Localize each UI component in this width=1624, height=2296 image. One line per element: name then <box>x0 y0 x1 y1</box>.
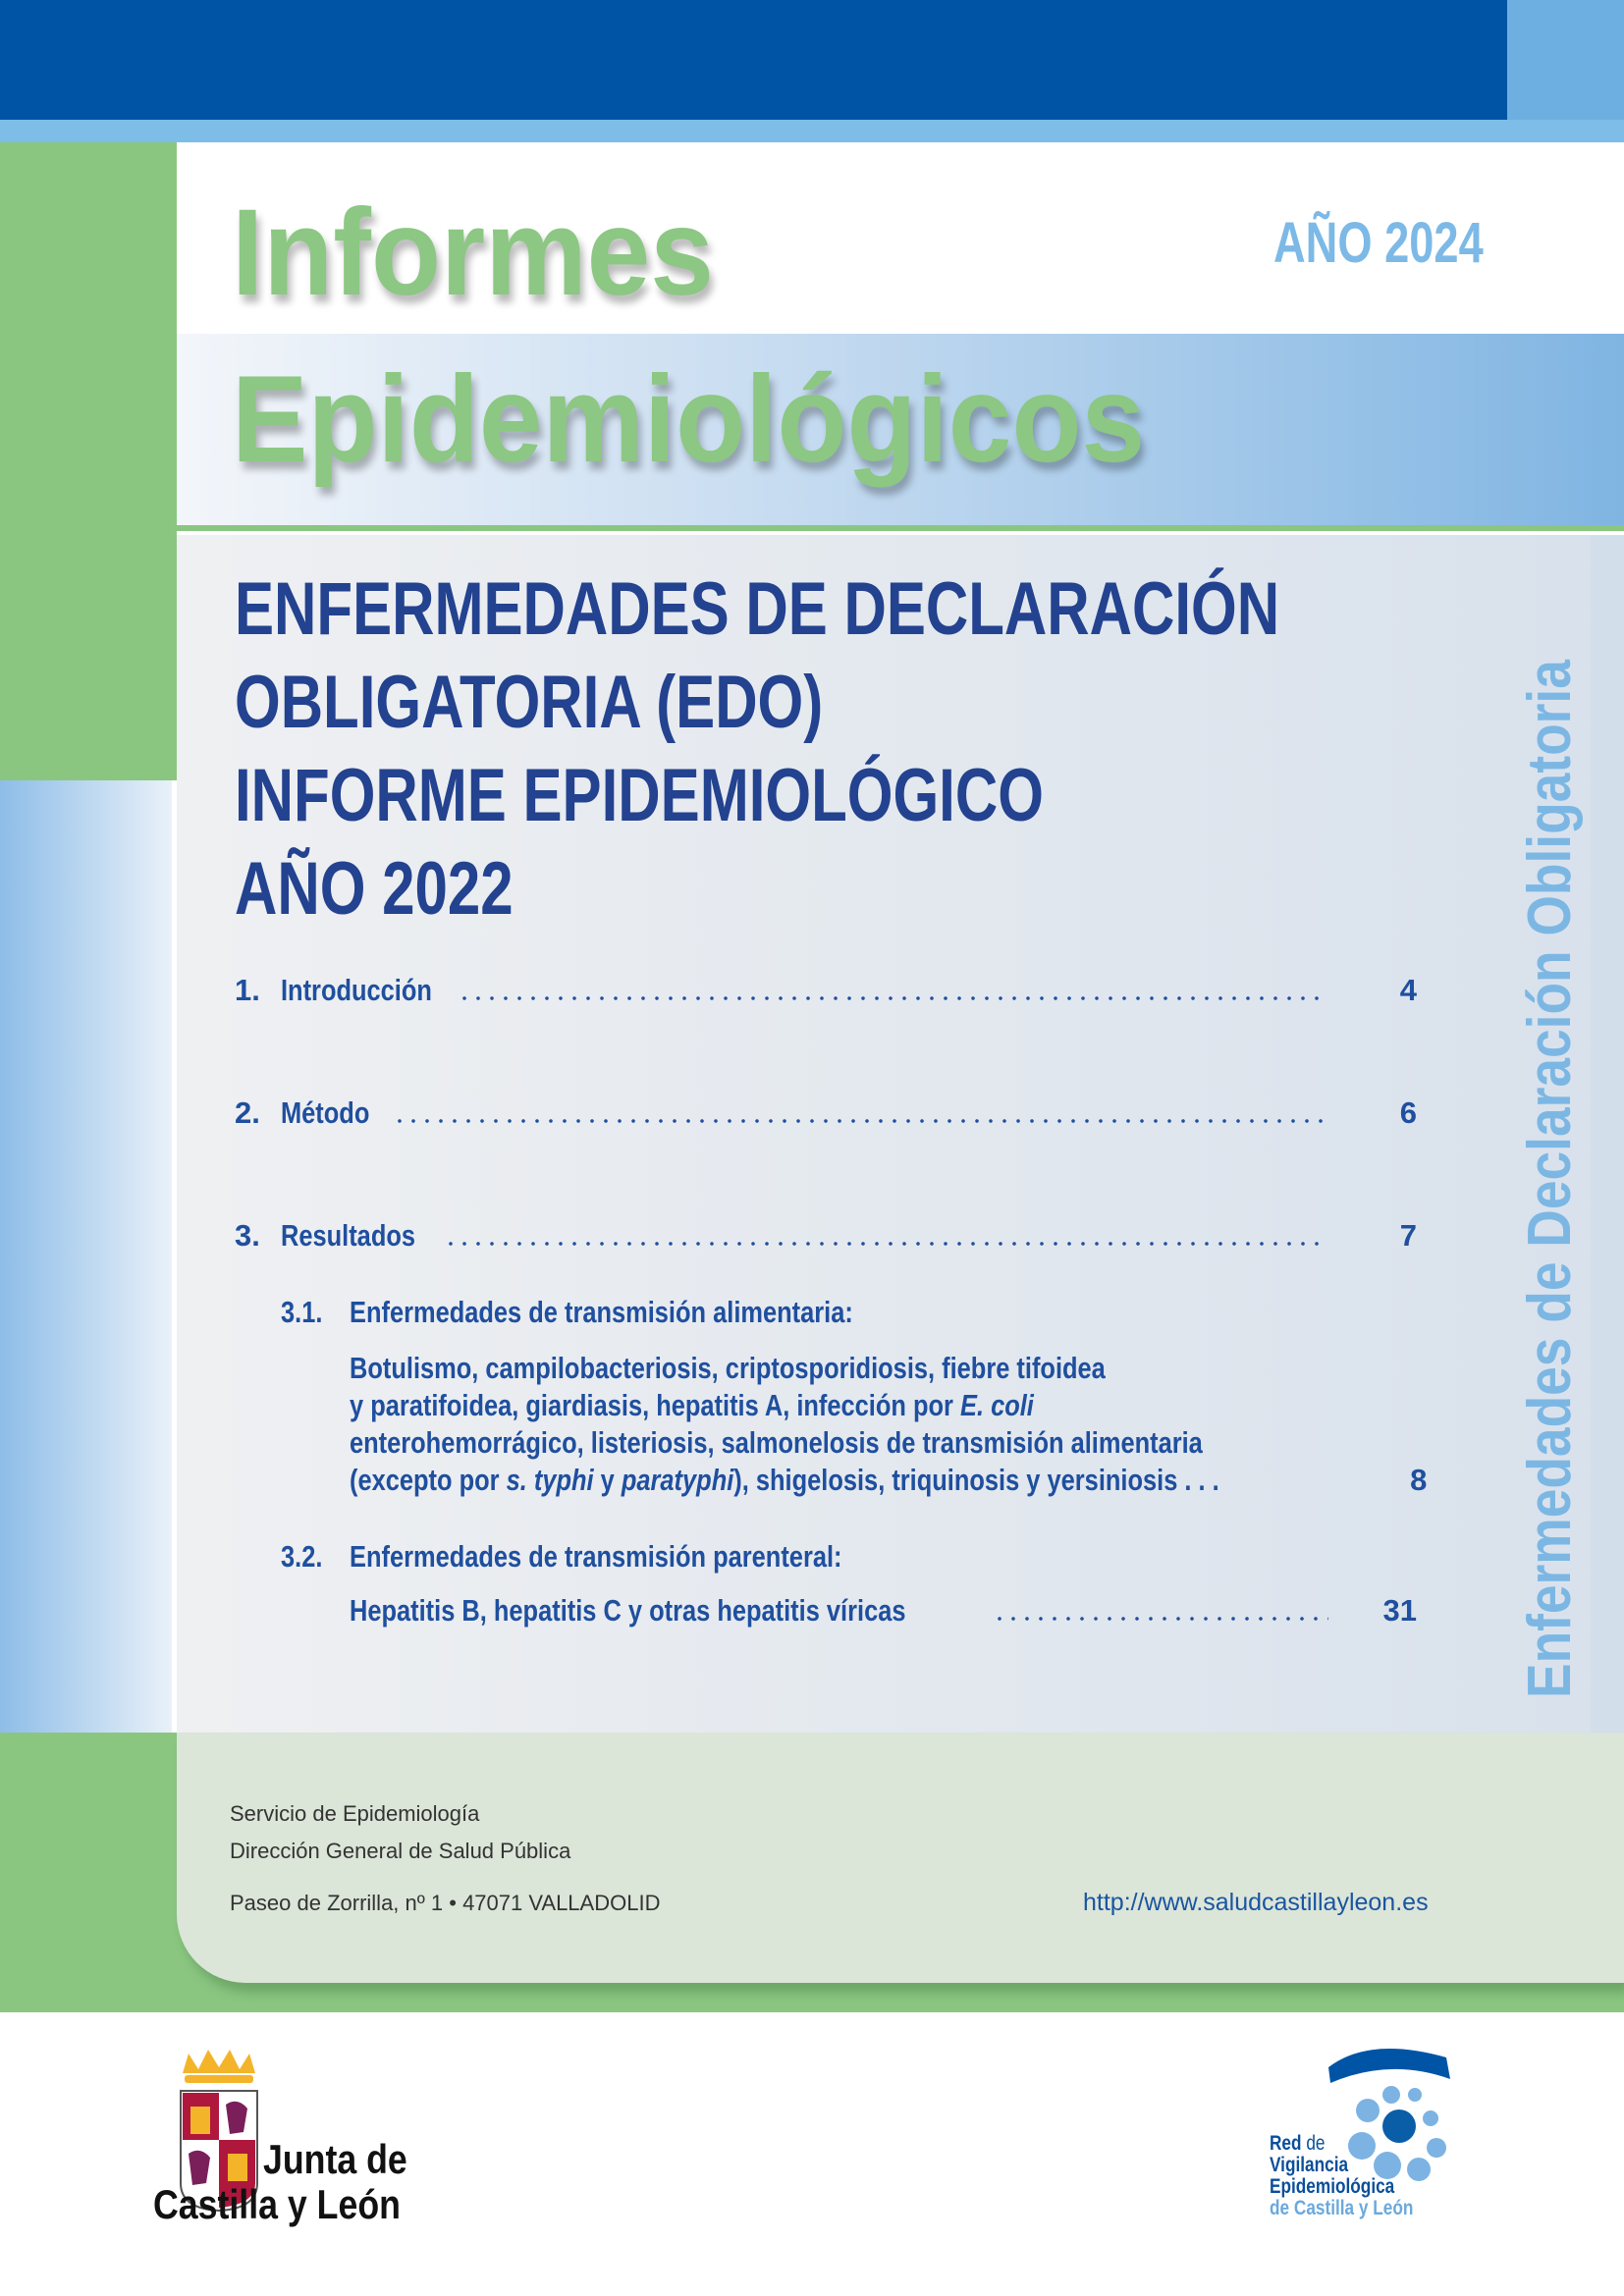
junta-castilla-leon-logo <box>153 2046 452 2232</box>
toc-desc-line <box>350 1353 1272 1383</box>
red-logo-word: de Castilla y León <box>1270 2197 1414 2219</box>
red-logo-word: Red <box>1270 2132 1302 2155</box>
side-label <box>1516 491 1584 1698</box>
footer-address: Paseo de Zorrilla, nº 1 • 47071 VALLADOLID <box>230 1891 661 1915</box>
footer-service: Servicio de Epidemiología <box>230 1801 480 1826</box>
red-logo-word: Epidemiológica <box>1270 2175 1395 2198</box>
toc-page: 6 <box>1399 1095 1417 1130</box>
junta-logo-text: Castilla y León <box>153 2181 401 2227</box>
toc-desc-italic: s. typhi <box>506 1463 594 1497</box>
red-logo-word: Vigilancia <box>1270 2154 1349 2176</box>
toc-label: Introducción <box>281 973 432 1007</box>
blue-column <box>0 780 172 1733</box>
toc-page: 7 <box>1399 1218 1417 1253</box>
toc-subsection-3-2[interactable] <box>281 1541 950 1572</box>
red-logo-word: de <box>1301 2132 1326 2155</box>
toc-desc-italic: E. coli <box>959 1388 1034 1422</box>
red-vigilancia-logo <box>1267 2040 1483 2236</box>
toc-desc-line <box>350 1427 1390 1458</box>
toc-leader <box>393 1119 1328 1123</box>
toc-leader <box>444 1242 1328 1246</box>
series-title-line2: Epidemiológicos <box>232 351 1146 488</box>
toc-desc-text: enterohemorrágico, listeriosis, salmonelosis de transmisión alimentaria <box>350 1425 1203 1460</box>
toc-desc-text: Botulismo, campilobacteriosis, criptosporidiosis, fiebre tifoidea <box>350 1351 1106 1385</box>
toc-desc-text: y paratifoidea, giardiasis, hepatitis A, infección por <box>350 1388 960 1422</box>
toc-label: Método <box>281 1095 370 1130</box>
series-title-line1: Informes <box>232 185 714 321</box>
green-column <box>0 142 177 780</box>
toc-item-hepatitis[interactable] <box>350 1595 1417 1626</box>
red-logo-text <box>1270 2133 1413 2219</box>
light-blue-strip <box>0 120 1624 142</box>
top-band <box>0 0 1507 120</box>
side-label-text: Enfermedades de Declaración Obligatoria <box>1516 660 1584 1698</box>
footer-directorate: Dirección General de Salud Pública <box>230 1839 571 1863</box>
toc-label: Enfermedades de transmisión alimentaria: <box>350 1295 853 1329</box>
toc-leader <box>993 1617 1328 1621</box>
report-title-line: AÑO 2022 <box>235 847 514 931</box>
toc-label: Resultados <box>281 1218 416 1253</box>
toc-item-introduccion[interactable] <box>235 975 1417 1005</box>
toc-page: 8 <box>1410 1463 1428 1497</box>
toc-leader <box>458 996 1328 1000</box>
report-title-line: INFORME EPIDEMIOLÓGICO <box>235 754 1044 837</box>
toc-item-metodo[interactable] <box>235 1097 1417 1128</box>
toc-number: 3. <box>235 1218 260 1253</box>
toc-desc-line <box>350 1463 1428 1497</box>
report-title-line: ENFERMEDADES DE DECLARACIÓN <box>235 567 1280 651</box>
toc-page: 31 <box>1382 1593 1417 1628</box>
toc-desc-text: ), shigelosis, triquinosis y yersiniosis . . . <box>733 1463 1219 1497</box>
toc-item-resultados[interactable] <box>235 1220 1417 1251</box>
edition-year: AÑO 2024 <box>1273 211 1484 275</box>
toc-desc-italic: paratyphi <box>621 1463 734 1497</box>
toc-number: 3.1. <box>281 1295 323 1329</box>
toc-desc-line <box>350 1390 1184 1420</box>
footer-url-link[interactable]: http://www.saludcastillayleon.es <box>1083 1889 1429 1916</box>
junta-logo-text: Junta de <box>263 2136 407 2182</box>
toc-number: 1. <box>235 973 260 1007</box>
toc-desc-text: (excepto por <box>350 1463 507 1497</box>
toc-number: 3.2. <box>281 1539 323 1574</box>
green-divider <box>177 525 1624 531</box>
toc-desc-text: y <box>593 1463 622 1497</box>
top-right-block <box>1507 0 1624 120</box>
panel-edge <box>1591 535 1624 1733</box>
toc-number: 2. <box>235 1095 260 1130</box>
toc-subsection-3-1[interactable] <box>281 1297 963 1327</box>
toc-page: 4 <box>1399 973 1417 1007</box>
toc-label: Hepatitis B, hepatitis C y otras hepatitis víricas <box>350 1593 906 1628</box>
report-title-line: OBLIGATORIA (EDO) <box>235 661 824 744</box>
toc-label: Enfermedades de transmisión parenteral: <box>350 1539 842 1574</box>
